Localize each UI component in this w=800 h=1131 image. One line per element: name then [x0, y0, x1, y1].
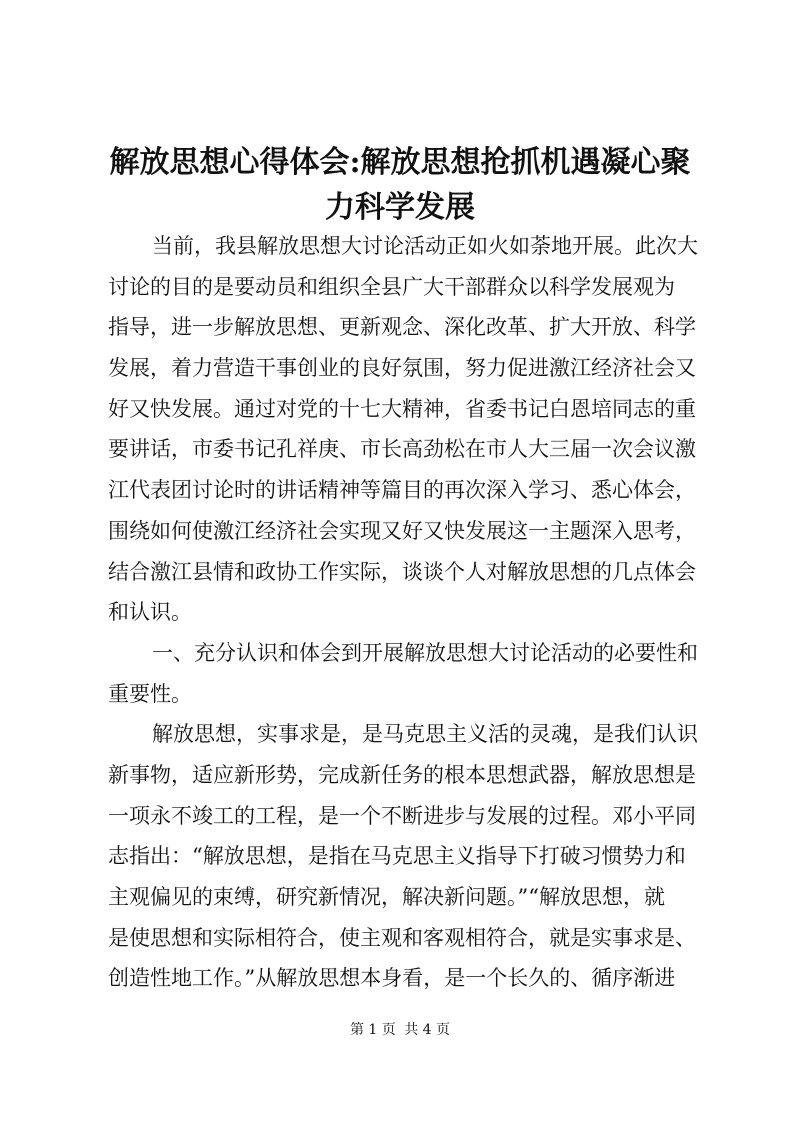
body-line: 和认识。 — [108, 600, 192, 625]
body-line: 当前，我县解放思想大讨论活动正如火如荼地开展。此次大 — [152, 234, 698, 258]
document-title-line-1: 解放思想心得体会:解放思想抢抓机遇凝心聚 — [109, 145, 691, 180]
body-line: 讨论的目的是要动员和组织全县广大干部群众以科学发展观为 — [108, 274, 675, 299]
body-line: 发展，着力营造干事创业的良好氛围，努力促进激江经济社会又 — [108, 356, 696, 381]
body-line: 新事物，适应新形势，完成新任务的根本思想武器，解放思想是 — [108, 762, 696, 787]
body-line: 围绕如何使激江经济社会实现又好又快发展这一主题深入思考， — [108, 518, 696, 543]
body-line: 好又快发展。通过对党的十七大精神，省委书记白恩培同志的重 — [108, 396, 696, 421]
body-line: 志指出：“解放思想，是指在马克思主义指导下打破习惯势力和 — [108, 844, 686, 869]
body-line: 是使思想和实际相符合，使主观和客观相符合，就是实事求是、 — [108, 925, 696, 950]
body-line: 重要性。 — [108, 681, 192, 706]
body-line: 江代表团讨论时的讲话精神等篇目的再次深入学习、悉心体会， — [108, 478, 696, 503]
page-number: 第 1 页 — [349, 1022, 396, 1038]
body-line: 指导，进一步解放思想、更新观念、深化改革、扩大开放、科学 — [108, 315, 696, 340]
body-line: 解放思想，实事求是，是马克思主义活的灵魂，是我们认识 — [152, 722, 698, 747]
document-body — [108, 226, 704, 999]
page-total: 共 4 页 — [404, 1022, 451, 1038]
body-line: 一项永不竣工的工程，是一个不断进步与发展的过程。邓小平同 — [108, 803, 696, 828]
body-line: 要讲话，市委书记孔祥庚、市长高劲松在市人大三届一次会议激 — [108, 437, 696, 462]
body-line: 创造性地工作。”从解放思想本身看，是一个长久的、循序渐进 — [108, 966, 676, 991]
body-line: 主观偏见的束缚，研究新情况，解决新问题。”“解放思想，就 — [108, 885, 665, 909]
document-title-line-2: 力科学发展 — [325, 190, 475, 225]
page-footer — [0, 1020, 800, 1040]
body-line: 结合激江县情和政协工作实际，谈谈个人对解放思想的几点体会 — [108, 559, 696, 584]
body-line: 一、充分认识和体会到开展解放思想大讨论活动的必要性和 — [152, 640, 698, 665]
